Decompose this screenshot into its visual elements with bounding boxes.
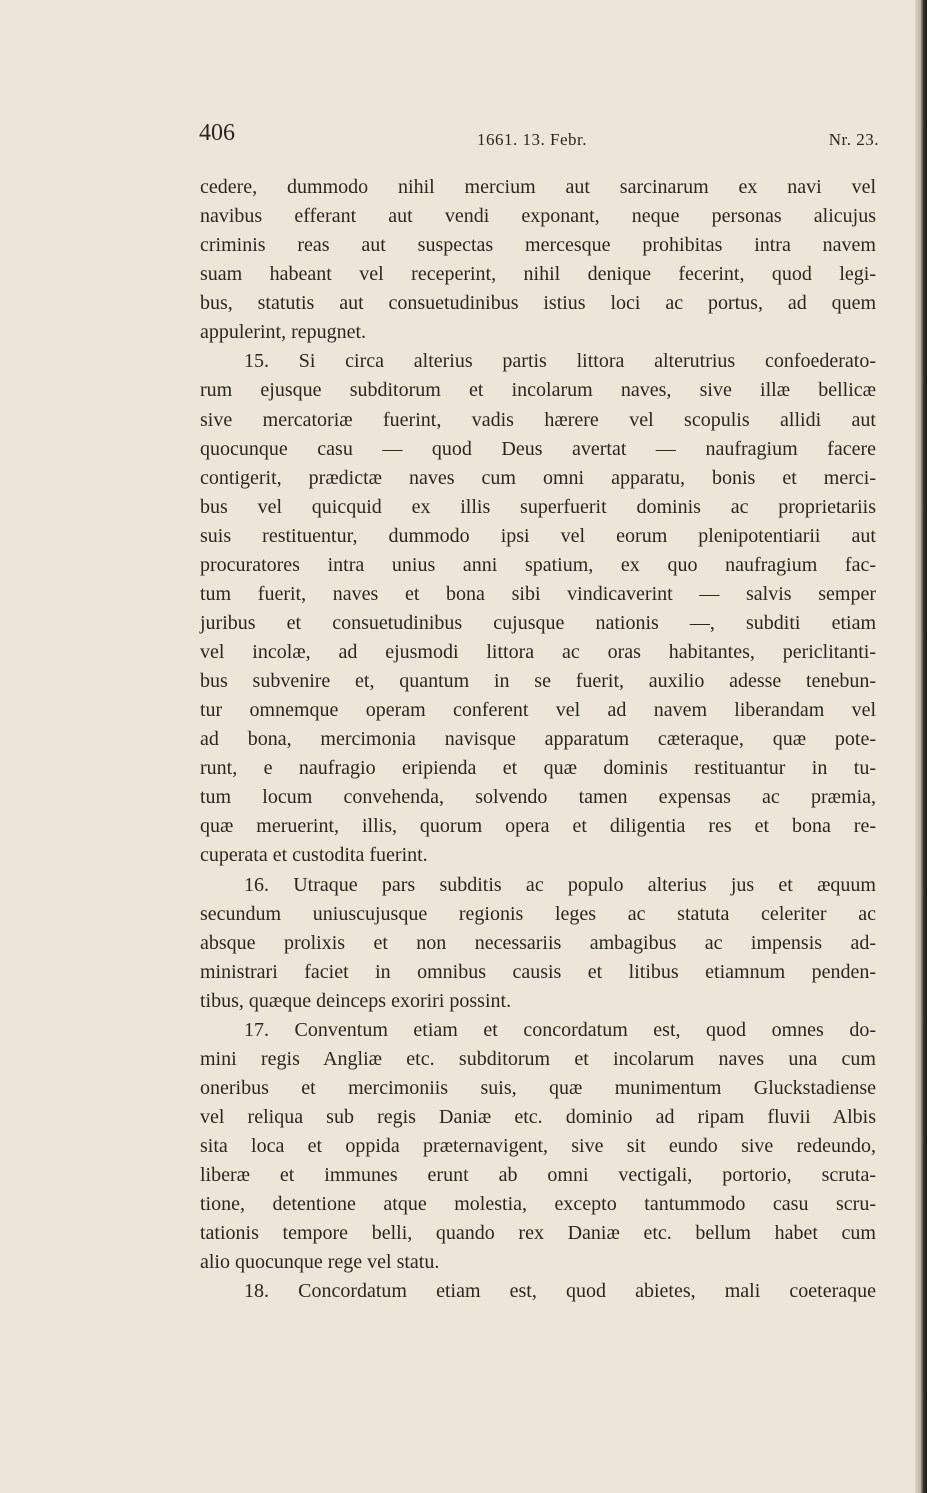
text-line: rum ejusque subditorum et incolarum naves, sive illæ bellicæ <box>200 379 876 402</box>
text-line: quæ meruerint, illis, quorum opera et diligentia res et bona re- <box>200 815 876 838</box>
text-line: tum locum convehenda, solvendo tamen expensas ac præmia, <box>200 786 876 809</box>
text-line: tione, detentione atque molestia, excepto tantummodo casu scru- <box>200 1193 876 1216</box>
text-line: bus, statutis aut consuetudinibus istius loci ac portus, ad quem <box>200 292 876 315</box>
page-header <box>199 120 879 160</box>
text-line: juribus et consuetudinibus cujusque nationis —, subditi etiam <box>200 611 876 634</box>
text-line: liberæ et immunes erunt ab omni vectigali, portorio, scruta- <box>200 1164 876 1187</box>
text-line: mini regis Angliæ etc. subditorum et incolarum naves una cum <box>200 1047 876 1070</box>
text-line: ministrari faciet in omnibus causis et litibus etiamnum penden- <box>200 960 876 983</box>
page-edge <box>915 0 927 1493</box>
text-line: 16. Utraque pars subditis ac populo alterius jus et æquum <box>244 873 876 896</box>
text-line: secundum uniuscujusque regionis leges ac statuta celeriter ac <box>200 902 876 925</box>
text-line: absque prolixis et non necessariis ambagibus ac impensis ad- <box>200 931 876 954</box>
text-line: cedere, dummodo nihil mercium aut sarcinarum ex navi vel <box>200 176 876 198</box>
page-number: 406 <box>199 120 235 146</box>
text-line: contigerit, prædictæ naves cum omni apparatu, bonis et merci- <box>200 466 876 489</box>
text-line: vel reliqua sub regis Daniæ etc. dominio ad ripam fluvii Albis <box>200 1106 876 1128</box>
text-line: tum fuerit, naves et bona sibi vindicaverint — salvis semper <box>200 582 876 605</box>
text-line: sita loca et oppida præternavigent, sive sit eundo sive redeundo, <box>200 1135 876 1158</box>
text-line: tur omnemque operam conferent vel ad navem liberandam vel <box>200 699 876 722</box>
text-line: oneribus et mercimoniis suis, quæ munimentum Gluckstadiense <box>200 1076 876 1099</box>
text-line: criminis reas aut suspectas mercesque prohibitas intra navem <box>200 234 876 257</box>
body-text <box>200 173 876 1306</box>
text-line: alio quocunque rege vel statu. <box>200 1251 440 1274</box>
text-line: runt, e naufragio eripienda et quæ dominis restituantur in tu- <box>200 757 876 780</box>
text-line: 15. Si circa alterius partis littora alterutrius confoederato- <box>244 350 876 373</box>
text-line: suam habeant vel receperint, nihil denique fecerint, quod legi- <box>200 263 876 286</box>
text-line: ad bona, mercimonia navisque apparatum cæteraque, quæ pote- <box>200 728 876 751</box>
text-line: 18. Concordatum etiam est, quod abietes, mali coeteraque <box>244 1280 876 1303</box>
text-line: tationis tempore belli, quando rex Daniæ etc. bellum habet cum <box>200 1222 876 1245</box>
text-line: bus subvenire et, quantum in se fuerit, auxilio adesse tenebun- <box>200 670 876 693</box>
text-line: suis restituentur, dummodo ipsi vel eorum plenipotentiarii aut <box>200 524 876 547</box>
text-line: 17. Conventum etiam et concordatum est, quod omnes do- <box>244 1018 876 1041</box>
text-line: quocunque casu — quod Deus avertat — naufragium facere <box>200 437 876 460</box>
text-line: procuratores intra unius anni spatium, ex quo naufragium fac- <box>200 553 876 576</box>
document-number: Nr. 23. <box>828 130 879 149</box>
text-line: sive mercatoriæ fuerint, vadis hærere vel scopulis allidi aut <box>200 408 876 431</box>
text-line: bus vel quicquid ex illis superfuerit dominis ac proprietariis <box>200 495 876 518</box>
text-line: appulerint, repugnet. <box>200 321 367 344</box>
text-line: tibus, quæque deinceps exoriri possint. <box>200 989 512 1012</box>
text-line: navibus efferant aut vendi exponant, neque personas alicujus <box>200 205 876 228</box>
text-line: cuperata et custodita fuerint. <box>200 844 428 867</box>
text-line: vel incolæ, ad ejusmodi littora ac oras habitantes, periclitanti- <box>200 641 876 663</box>
running-title: 1661. 13. Febr. <box>477 130 587 149</box>
